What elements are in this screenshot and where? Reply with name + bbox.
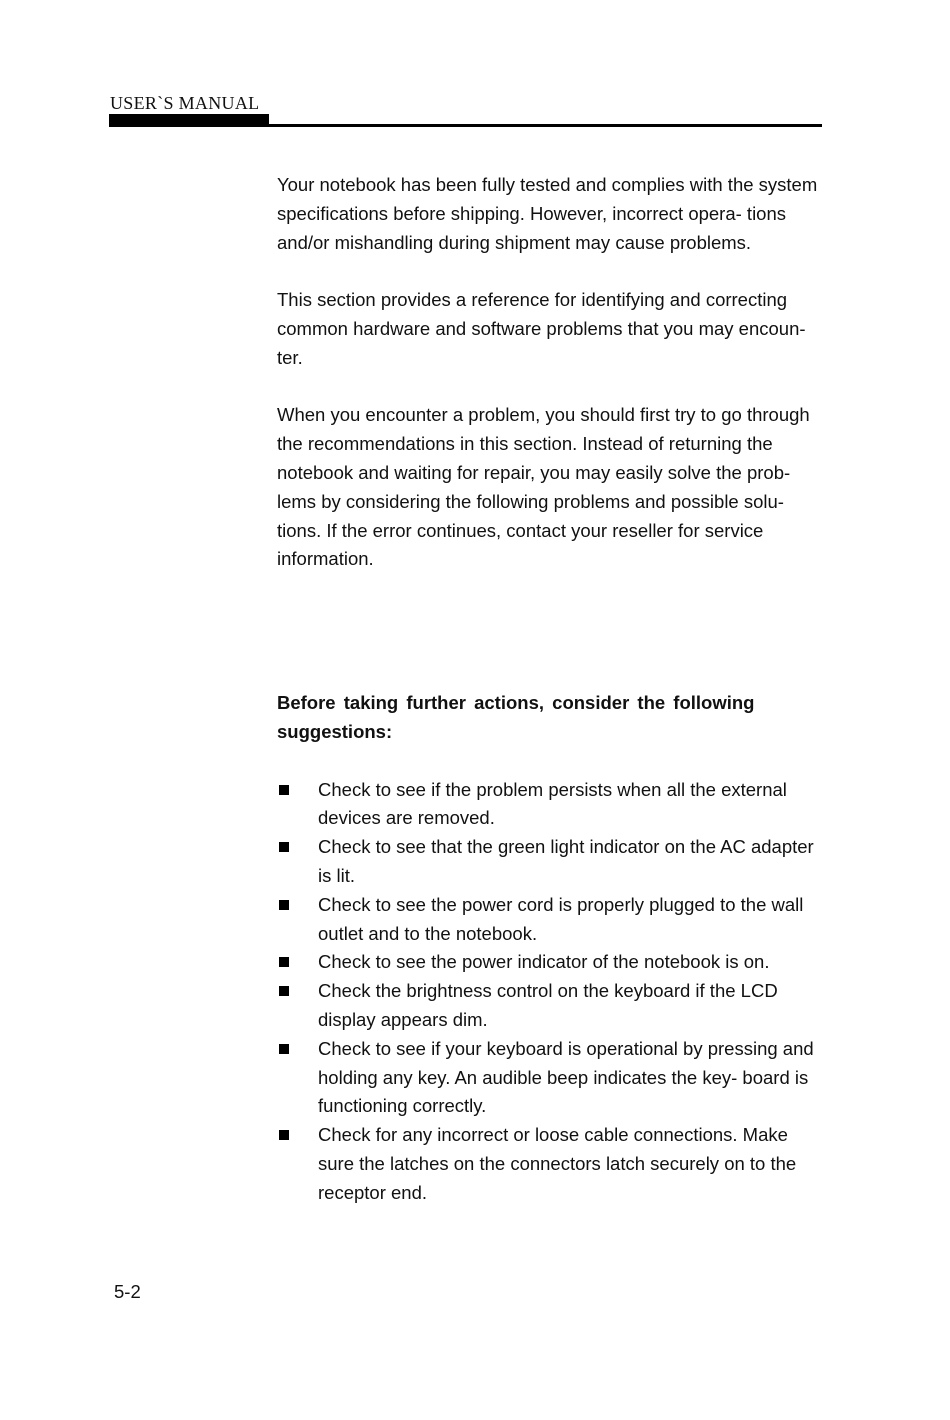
square-bullet-icon xyxy=(279,900,289,910)
page-number: 5-2 xyxy=(114,1281,141,1302)
header-divider xyxy=(109,124,822,127)
square-bullet-icon xyxy=(279,785,289,795)
list-item-text: Check to see the power cord is properly plugged to the wall outlet and to the notebook. xyxy=(318,893,804,944)
page-body xyxy=(277,171,822,1208)
list-item xyxy=(277,833,822,891)
list-item xyxy=(277,776,822,834)
list-item-text: Check to see if your keyboard is operational by pressing and holding any key. An audible beep indicates the key- board is functioning correctly. xyxy=(318,1037,814,1117)
list-item-text: Check the brightness control on the keyboard if the LCD display appears dim. xyxy=(318,980,778,1030)
list-item xyxy=(277,977,822,1035)
running-header-title: USER`S MANUAL xyxy=(110,93,260,113)
intro-paragraph: When you encounter a problem, you should first try to go through the recommendations in this section. Instead of returning the notebook and waiting for repair, you may easily solve the prob- lems by considering the following problems and possible solu- tions. If the error continues, contact your reseller for service information. xyxy=(277,404,810,570)
square-bullet-icon xyxy=(279,957,289,967)
suggestions-list xyxy=(277,776,822,1208)
list-item-text: Check for any incorrect or loose cable connections. Make sure the latches on the connectors latch securely on to the receptor end. xyxy=(318,1124,797,1203)
intro-paragraph: This section provides a reference for identifying and correcting common hardware and software problems that you may encoun- ter. xyxy=(277,289,806,368)
square-bullet-icon xyxy=(279,1044,289,1054)
square-bullet-icon xyxy=(279,842,289,852)
list-item xyxy=(277,1035,822,1121)
list-item xyxy=(277,948,822,977)
square-bullet-icon xyxy=(279,986,289,996)
list-item-text: Check to see if the problem persists when all the external devices are removed. xyxy=(318,778,787,829)
square-bullet-icon xyxy=(279,1130,289,1140)
suggestions-heading: Before taking further actions, consider the following suggestions: xyxy=(277,692,755,742)
list-item xyxy=(277,891,822,949)
list-item-text: Check to see the power indicator of the notebook is on. xyxy=(318,951,770,973)
list-item xyxy=(277,1121,822,1207)
list-item-text: Check to see that the green light indicator on the AC adapter is lit. xyxy=(318,836,814,886)
intro-paragraph: Your notebook has been fully tested and complies with the system specifications before shipping. However, incorrect opera- tions and/or mishandling during shipment may cause problems. xyxy=(277,174,818,253)
